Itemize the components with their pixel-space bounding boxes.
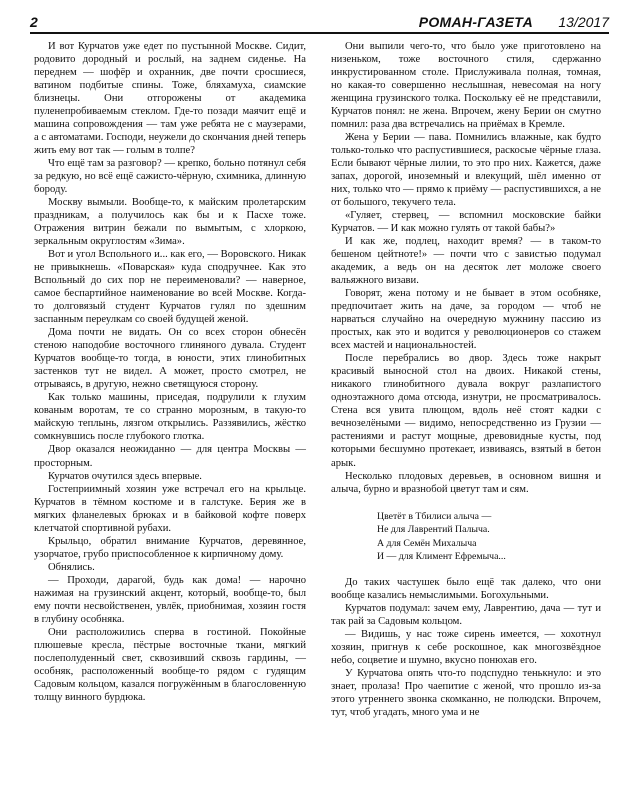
paragraph: Двор оказался неожиданно — для центра Москвы — просторным.	[34, 444, 306, 469]
paragraph: Москву вымыли. Вообще-то, к майским пролетарским праздникам, а получилось как бы и к Пасхе тоже. Отражения витрин бежали по вымытым, с хлоркою, зеркальным округлостям «Зима».	[34, 197, 306, 248]
poem-line: Цветёт в Тбилиси алыча —	[377, 510, 492, 522]
page-number: 2	[30, 14, 38, 30]
paragraph: Они расположились сперва в гостиной. Покойные плюшевые кресла, пёстрые восточные ткани, мягкий послеполуденный свет, сквозивший сквозь гардины, — особняк, расположенный вообще-то рядом с гудящим Садовым кольцом, казался погружённым в благословенную толщу винного бурдюка.	[34, 626, 306, 703]
paragraph: Говорят, жена потому и не бывает в этом особняке, предпочитает жить на даче, за городом — чтоб не нарваться случайно на очередную мужнину пассию из простых, как это и водится у революционеров со стажем всех мастей и национальностей.	[331, 288, 601, 352]
paragraph: И вот Курчатов уже едет по пустынной Москве. Сидит, родовито дородный и рослый, на заднем сиденье. На переднем — шофёр и охранник, две почти сросшиеся, ватином подбитые спины. Тоже, бляхамуха, сиамские близнецы. Они отгорожены от академика пуленепробиваемым стеклом. Где-то позади маячит ещё и машина сопровождения — там уже ребята не с маузерами, а с автоматами. Господи, неужели до скончания дней теперь жить ему вот так — голым в толпе?	[34, 41, 306, 157]
poem-line: Не для Лаврентий Палыча.	[377, 524, 490, 536]
poem-line: А для Семён Михалыча	[377, 537, 477, 549]
page-header	[30, 14, 609, 34]
paragraph: У Курчатова опять что-то подспудно тенькнуло: и это знает, пролаза! Про чаепитие с женой, что прошло из-за этого утреннего звонка скомканно, не полюдски. Впрочем, тут, чтоб угадать, много ума и не	[331, 667, 601, 718]
paragraph: — Проходи, дарагой, будь как дома! — нарочно нажимая на грузинский акцент, который, вообще-то, был ему почти несвойственен, увлёк, приобнимая, хозяин гостя в глубину особняка.	[34, 574, 306, 625]
poem-line: И — для Климент Ефремыча...	[377, 551, 506, 563]
issue-number: 13/2017	[558, 14, 609, 30]
paragraph: Как только машины, приседая, подрулили к глухим кованым воротам, те со странно морозным, в такую-то майскую теплынь, лязгом открылись. Раззявились, жёстко сомкнувшись после глубокого глотка.	[34, 392, 306, 443]
paragraph: До таких частушек было ещё так далеко, что они вообще казались немыслимыми. Богохульными.	[331, 576, 601, 601]
paragraph: Курчатов очутился здесь впервые.	[48, 470, 202, 482]
paragraph: Крыльцо, обратил внимание Курчатов, деревянное, узорчатое, грубо приспособленное к кирпичному дому.	[34, 535, 306, 560]
magazine-title: РОМАН-ГАЗЕТА	[418, 14, 533, 30]
paragraph: Что ещё там за разговор? — крепко, больно потянул себя за редкую, но всё ещё сажисто-чёрную, схимника, длинную бороду.	[34, 158, 307, 196]
paragraph: «Гуляет, стервец, — вспомнил московские байки Курчатов. — И как можно гулять от такой бабы?»	[331, 210, 601, 235]
paragraph: Дома почти не видать. Он со всех сторон обнесён стеною наподобие восточного глиняного дувала. Студент Курчатов вообще-то тогда, в юности, этих глинобитных застенков тут не видел. А может, просто смотрел, не отрываясь, в другую, нежно светящуюся сторону.	[34, 327, 306, 391]
paragraph: И как же, подлец, находит время? — в таком-то бешеном цейтноте!» — почти что с завистью подумал академик, а ведь он на десяток лет моложе своего вальяжного визави.	[331, 236, 601, 287]
paragraph: — Видишь, у нас тоже сирень имеется, — хохотнул хозяин, пригнув к себе роскошное, как многозвёздное небо, соцветие и шумно, вкусно понюхав его.	[331, 628, 601, 666]
paragraph: После перебрались во двор. Здесь тоже накрыт красивый выносной стол на двоих. Никакой стены, никакого глинобитного дувала вокруг разлапистого одноэтажного дома отсюда, изнутри, не просматривалось. Стена вся увита плющом, вдоль неё стоят кадки с вечнозелёными — видимо, непосредственно из Грузии — растениями и растут мощные, древовидные кусты, под которыми бесшумно протекает, извиваясь, взятый в бетон арык.	[331, 353, 601, 469]
paragraph: Они выпили чего-то, что было уже приготовлено на низеньком, тоже восточного стиля, сдержанно инкрустированном столе. Прислуживала полная, томная, но какая-то совершенно неслышная, невесомая на ногу женщина грузинского толка. Поскольку её не представили, Курчатов понял: не жена. Впрочем, жену Берии он смутно помнил: раза два встречались на приёмах в Кремле.	[331, 41, 601, 131]
paragraph: Вот и угол Вспольного и... как его, — Воровского. Никак не привыкнешь. «Поварская» куда сподручнее. Как это Вспольный до сих пор не переименовали? — наверное, самое беспартийное наименование во всей Москве. Когда-то долговязый студент Курчатов гулял по здешним заспанным переулкам со своей будущей женой.	[34, 249, 306, 326]
paragraph: Обнялись.	[48, 561, 95, 573]
paragraph: Гостеприимный хозяин уже встречал его на крыльце. Курчатов в тёмном костюме и в галстуке. Берия же в мягких фланелевых брюках и в байковой кофте поверх клетчатой спортивной рубахи.	[34, 483, 306, 534]
paragraph: Жена у Берии — пава. Помнились влажные, как будто только-только что распустившиеся, раскосые чёрные глаза. Если бывают чёрные лилии, то это про них. Кажется, даже запах, дорогой, иноземный и влекущий, шёл именно от них, только что — прямо к приёму — распустившихся, а не от большого, текучего тела.	[331, 132, 601, 209]
paragraph: Несколько плодовых деревьев, в основном вишня и алыча, бурно и вразнобой цветут там и сям.	[331, 470, 601, 495]
left-column	[34, 40, 306, 704]
poem-verse	[377, 510, 601, 564]
right-column	[331, 40, 601, 719]
paragraph: Курчатов подумал: зачем ему, Лаврентию, дача — тут и так рай за Садовым кольцом.	[331, 602, 601, 627]
